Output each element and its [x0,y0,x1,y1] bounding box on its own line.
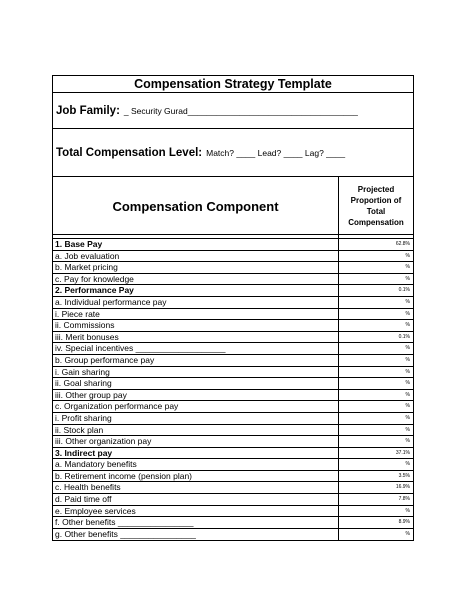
component-label: i. Piece rate [53,309,339,320]
table-row [53,274,413,286]
proportion-value[interactable]: % [405,426,410,433]
proportion-value[interactable]: % [405,310,410,317]
table-row [53,436,413,448]
component-label: iii. Other organization pay [53,436,339,447]
component-label: i. Gain sharing [53,367,339,378]
table-row [53,482,413,494]
proportion-value[interactable]: % [405,275,410,282]
component-label: a. Individual performance pay [53,297,339,308]
table-row [53,285,413,297]
table-row [53,459,413,471]
component-label: a. Job evaluation [53,251,339,262]
component-label: b. Retirement income (pension plan) [53,471,339,482]
component-label: ii. Stock plan [53,425,339,436]
proportion-value[interactable]: 0.1% [398,333,410,340]
proportion-value[interactable]: 7.8% [398,496,410,503]
component-label: i. Profit sharing [53,413,339,424]
total-compensation-level-row [53,129,413,177]
job-family-field[interactable]: _ Security Gurad____________________________________ [123,105,358,116]
component-label: g. Other benefits ________________ [53,529,339,541]
table-row [53,517,413,529]
page-title: Compensation Strategy Template [53,76,413,93]
total-compensation-level-field[interactable]: Match? ____ Lead? ____ Lag? ____ [206,147,346,158]
component-label: ii. Goal sharing [53,378,339,389]
component-label: c. Pay for knowledge [53,274,339,285]
table-header [53,177,413,235]
component-label: iii. Other group pay [53,390,339,401]
proportion-value[interactable]: % [405,403,410,410]
component-label: 2. Performance Pay [53,285,339,296]
proportion-value[interactable]: 8.9% [398,519,410,526]
proportion-value[interactable]: 37.1% [395,449,410,456]
proportion-value[interactable]: % [405,414,410,421]
table-row [53,471,413,483]
component-label: f. Other benefits ________________ [53,517,339,528]
proportion-value[interactable]: % [405,530,410,537]
table-row [53,343,413,355]
table-row [53,355,413,367]
table-row [53,251,413,263]
table-row [53,239,413,251]
job-family-row [53,93,413,129]
proportion-value[interactable]: % [405,438,410,445]
proportion-value[interactable]: 16.9% [395,484,410,491]
total-compensation-level-label: Total Compensation Level: [56,146,203,159]
proportion-value[interactable]: % [405,356,410,363]
proportion-value[interactable]: % [405,368,410,375]
component-label: ii. Commissions [53,320,339,331]
table-row [53,390,413,402]
table-row [53,494,413,506]
component-column-header: Compensation Component [53,177,339,234]
job-family-label: Job Family: [56,104,120,117]
component-table-body [53,239,413,540]
component-label: c. Organization performance pay [53,401,339,412]
proportion-value[interactable]: % [405,380,410,387]
proportion-value[interactable]: % [405,507,410,514]
table-row [53,297,413,309]
component-label: 1. Base Pay [53,239,339,250]
component-label: 3. Indirect pay [53,448,339,459]
table-row [53,401,413,413]
table-row [53,309,413,321]
table-row [53,367,413,379]
table-row [53,413,413,425]
proportion-value[interactable]: % [405,461,410,468]
table-row [53,506,413,518]
proportion-value[interactable]: % [405,298,410,305]
table-row [53,262,413,274]
table-row [53,448,413,460]
component-label: b. Group performance pay [53,355,339,366]
table-row [53,332,413,344]
component-label: e. Employee services [53,506,339,517]
proportion-value[interactable]: 62.8% [395,241,410,247]
table-row [53,378,413,390]
component-label: iv. Special incentives ___________________ [53,343,339,354]
proportion-value[interactable]: % [405,264,410,271]
table-row [53,320,413,332]
component-label: c. Health benefits [53,482,339,493]
proportion-value[interactable]: 3.5% [398,472,410,479]
proportion-value[interactable]: % [405,252,410,259]
projected-column-header: Projected Proportion of Total Compensation [348,184,404,227]
proportion-value[interactable]: % [405,322,410,329]
proportion-value[interactable]: % [405,391,410,398]
table-row [53,529,413,541]
component-label: a. Mandatory benefits [53,459,339,470]
component-label: d. Paid time off [53,494,339,505]
compensation-template-sheet [52,75,414,541]
table-row [53,425,413,437]
component-label: b. Market pricing [53,262,339,273]
proportion-value[interactable]: 0.1% [398,287,410,294]
component-label: iii. Merit bonuses [53,332,339,343]
proportion-value[interactable]: % [405,345,410,352]
